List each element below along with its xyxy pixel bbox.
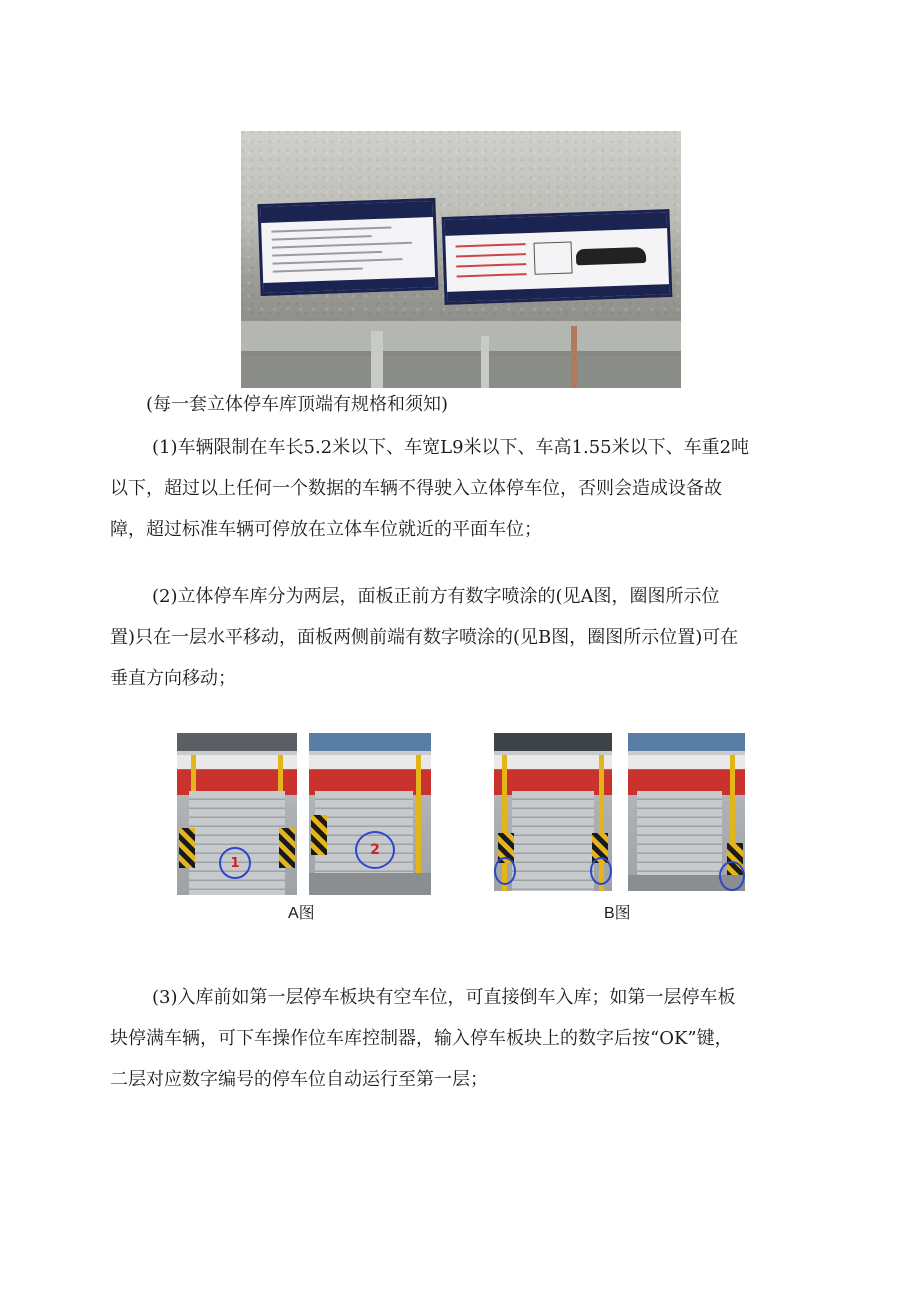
paragraph-1 [110, 427, 815, 550]
side-number-circle-left [494, 857, 516, 885]
para1-line2: 以下，超过以上任何一个数据的车辆不得驶入立体停车位，否则会造成设备故 [110, 478, 722, 499]
para2-line1: (2)立体停车库分为两层，面板正前方有数字喷涂的(见A图，圈图所示位 [152, 586, 720, 607]
figure-a-photo-1 [177, 733, 297, 895]
para1-line3: 障，超过标准车辆可停放在立体车位就近的平面车位； [110, 519, 542, 540]
figure-b-photo-1 [494, 733, 612, 891]
paragraph-2 [110, 576, 815, 699]
para2-line2: 置)只在一层水平移动，面板两侧前端有数字喷涂的(见B图，圈图所示位置)可在 [110, 627, 739, 648]
car-side-diagram [576, 247, 647, 265]
number-2-circle: 2 [355, 831, 395, 869]
top-photo-caption: (每一套立体停车库顶端有规格和须知) [146, 394, 449, 415]
para2-line3: 垂直方向移动； [110, 668, 236, 689]
side-number-circle [719, 861, 745, 891]
figure-b-photo-2 [628, 733, 745, 891]
para3-line1: (3)入库前如第一层停车板块有空车位，可直接倒车入库；如第一层停车板 [152, 987, 736, 1008]
paragraph-3 [110, 977, 815, 1100]
number-1-circle: 1 [219, 847, 251, 879]
para3-line3: 二层对应数字编号的停车位自动运行至第一层； [110, 1069, 488, 1090]
side-number-circle-right [590, 857, 612, 885]
para1-line1: (1)车辆限制在车长5.2米以下、车宽L9米以下、车高1.55米以下、车重2吨 [152, 437, 750, 458]
figure-b-label: B图 [604, 905, 631, 922]
entry-notice-sign [257, 198, 438, 296]
car-front-diagram [533, 241, 572, 274]
parking-spec-sign [442, 209, 673, 305]
figure-a-photo-2 [309, 733, 431, 895]
para3-line2: 块停满车辆，可下车操作位车库控制器，输入停车板块上的数字后按“OK”键， [110, 1028, 733, 1049]
figure-a-label: A图 [288, 905, 315, 922]
ceiling-signs-photo [241, 131, 681, 388]
